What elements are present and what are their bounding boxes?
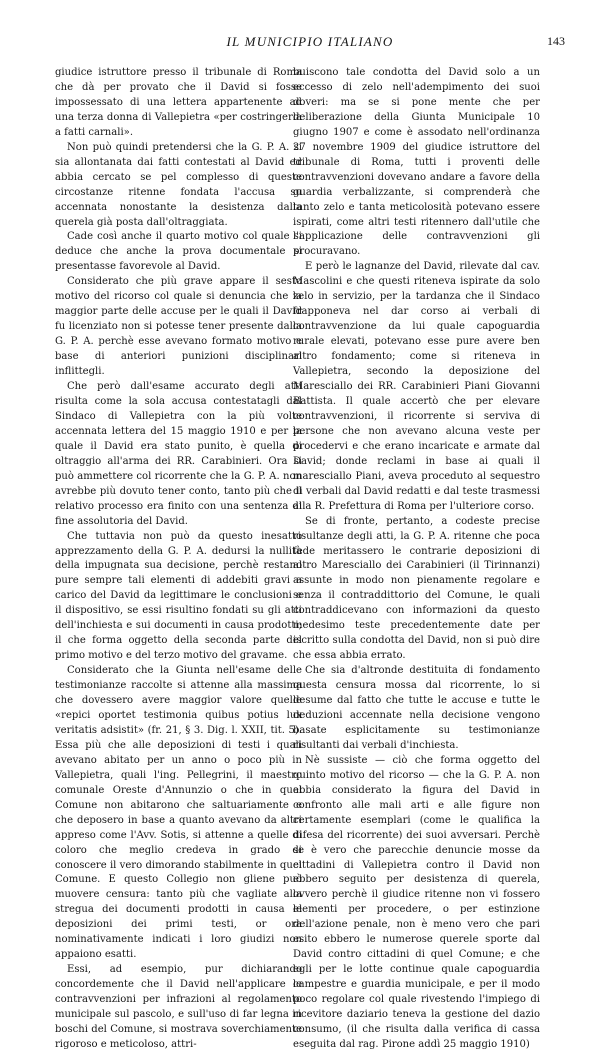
paragraph: buiscono tale condotta del David solo a un eccesso di zelo nell'adempimento dei suoi doveri: ma se si pone mente che per deliberazione della Giunta Municipale 10 giugno 1907 e come è assodato nell'ordinanza 27 novembre 1909 del giudice istruttore del tribunale di Roma, tutti i proventi delle contravvenzioni dovevano andare a favore della guardia verbalizzante, si comprenderà che tanto zelo e tanta meticolosità potevano essere ispirati, come altri testi ritennero dall'utile che l'applicazione delle contravvenzioni gli procuravano. <box>293 67 540 258</box>
page-number: 143 <box>547 34 565 48</box>
paragraph: Che sia d'altronde destituita di fondamento questa censura mossa dal ricorrente, lo si desume dal fatto che tutte le accuse e tutte le deduzioni accennate nella decisione vengono basate esplicitamente su testimonianze risultanti dai verbali d'inchiesta. <box>293 665 540 751</box>
paragraph: Considerato che più grave appare il sesto motivo del ricorso col quale si denuncia che la maggior parte delle accuse per le quali il David fu licenziato non si potesse tener presente dalla G. P. A. perchè esse avevano formato motivo e base di anteriori punizioni disciplinari inflittegli. <box>55 276 302 378</box>
paragraph: Che però dall'esame accurato degli atti risulta come la sola accusa contestatagli dal Sindaco di Vallepietra con la più volte accennata lettera del 15 maggio 1910 e per la quale il David era stato punito, è quella di oltraggio all'arma dei RR. Carabinieri. Ora si può ammettere col ricorrente che la G. P. A. non avrebbe più dovuto tener conto, tanto più che il relativo processo era finito con una sentenza di fine assolutoria del David. <box>55 381 302 527</box>
paragraph: Essi, ad esempio, pur dichiarando concordemente che il David nell'applicare le contravvenzioni per infrazioni al regolamento municipale sul pascolo, e sull'uso di far legna in boschi del Comune, si mostrava soverchiamente rigoroso e meticoloso, attri- <box>55 964 302 1050</box>
left-column <box>55 66 302 1053</box>
paragraph: Che tuttavia non può da questo inesatto apprezzamento della G. P. A. dedursi la nullità della impugnata sua decisione, perchè restano pure sempre tali elementi di addebiti gravi a carico del David da legittimare le conclusioni e il dispositivo, se essi risultino fondati su gli atti dell'inchiesta e sui documenti in causa prodotti; il che forma oggetto della seconda parte del primo motivo e del terzo motivo del gravame. <box>55 530 302 662</box>
paragraph: Non può quindi pretendersi che la G. P. A. si sia allontanata dai fatti contestati al David ed abbia cercato se pel complesso di queste circostanze ritenne fondata l'accusa su accennata nonostante la desistenza dalla querela già posta dall'oltraggiata. <box>55 141 302 228</box>
page-header <box>55 34 565 54</box>
right-column <box>293 66 540 1053</box>
paragraph: Nè sussiste — ciò che forma oggetto del quinto motivo del ricorso — che la G. P. A. non abbia considerato la figura del David in confronto alle mali arti e alle figure non certamente esemplari (come le qualifica la difesa del ricorrente) dei suoi avversari. Perchè se è vero che parecchie denuncie mosse da cittadini di Vallepietra contro il David non ebbero seguito per desistenza di querela, ovvero perchè il giudice ritenne non vi fossero elementi per procedere, o per estinzione dell'azione penale, non è meno vero che pari esito ebbero le numerose querele sporte dal David contro cittadini di quel Comune; e che egli per le lotte continue quale capoguardia campestre e guardia municipale, e per il modo poco regolare col quale rivestendo l'impiego di ricevitore daziario teneva la gestione del dazio consumo, (il che risulta dalla verifica di cassa eseguita dal rag. Pirone addì 25 maggio 1910) <box>293 754 540 1050</box>
paragraph: Se di fronte, pertanto, a codeste precise risultanze degli atti, la G. P. A. ritenne che poca fede meritassero le contrarie deposizioni di altro Maresciallo dei Carabinieri (il Tirinnanzi) assunte in modo non pienamente regolare e senza il contraddittorio del Comune, le quali contraddicevano con informazioni da questo medesimo teste precedentemente date per iscritto sulla condotta del David, non si può dire che essa abbia errato. <box>293 515 540 662</box>
paragraph: giudice istruttore presso il tribunale di Roma che dà per provato che il David si fosse impossessato di una lettera appartenente ad una terza donna di Vallepietra «per costringerla a fatti carnali». <box>55 67 302 138</box>
paragraph: Considerato che la Giunta nell'esame delle testimonianze raccolte si attenne alla massima che dovessero avere maggior valore quelle «repici oportet testimonia quibus potius lux veritatis adsistit» (fr. 21, § 3. Dig. l. XXII, tit. 5). Essa più che alle deposizioni di testi i quali avevano abitato per un anno o poco più in Vallepietra, quali l'ing. Pellegrini, il maestro comunale Oreste d'Annunzio o che in quel Comune non abitarono che saltuariamente e che deposero in base a quanto avevano da altri appreso come l'Avv. Sotis, si attenne a quelle di coloro che meglio credeva in grado di conoscere il vero dimorando stabilmente in quel Comune. E questo Collegio non gliene può muovere censura: tanto più che vagliate alla stregua dei documenti prodotti in causa le deposizioni dei primi testi, or ora nominativamente indicati i loro giudizi non appaiono esatti. <box>55 665 302 961</box>
paragraph: Cade così anche il quarto motivo col quale si deduce che anche la prova documentale si presentasse favorevole al David. <box>55 231 302 273</box>
running-title: IL MUNICIPIO ITALIANO <box>226 34 394 49</box>
paragraph: E però le lagnanze del David, rilevate dal cav. Mascolini e che questi riteneva ispirate da solo zelo in servizio, per la tardanza che il Sindaco frapponeva nel dar corso ai verbali di contravvenzione da lui quale capoguardia rurale elevati, potevano esse pure avere ben altro fondamento; come si riteneva in Vallepietra, secondo la deposizione del Maresciallo dei RR. Carabinieri Piani Giovanni Battista. Il quale accertò che per elevare contravvenzioni, il ricorrente si serviva di persone che non avevano alcuna veste per procedervi e che erano incaricate e armate dal David; donde reclami in base ai quali il maresciallo Piani, aveva proceduto al sequestro di verbali dal David redatti e dal teste trasmessi alla R. Prefettura di Roma per l'ulteriore corso. <box>293 261 540 512</box>
